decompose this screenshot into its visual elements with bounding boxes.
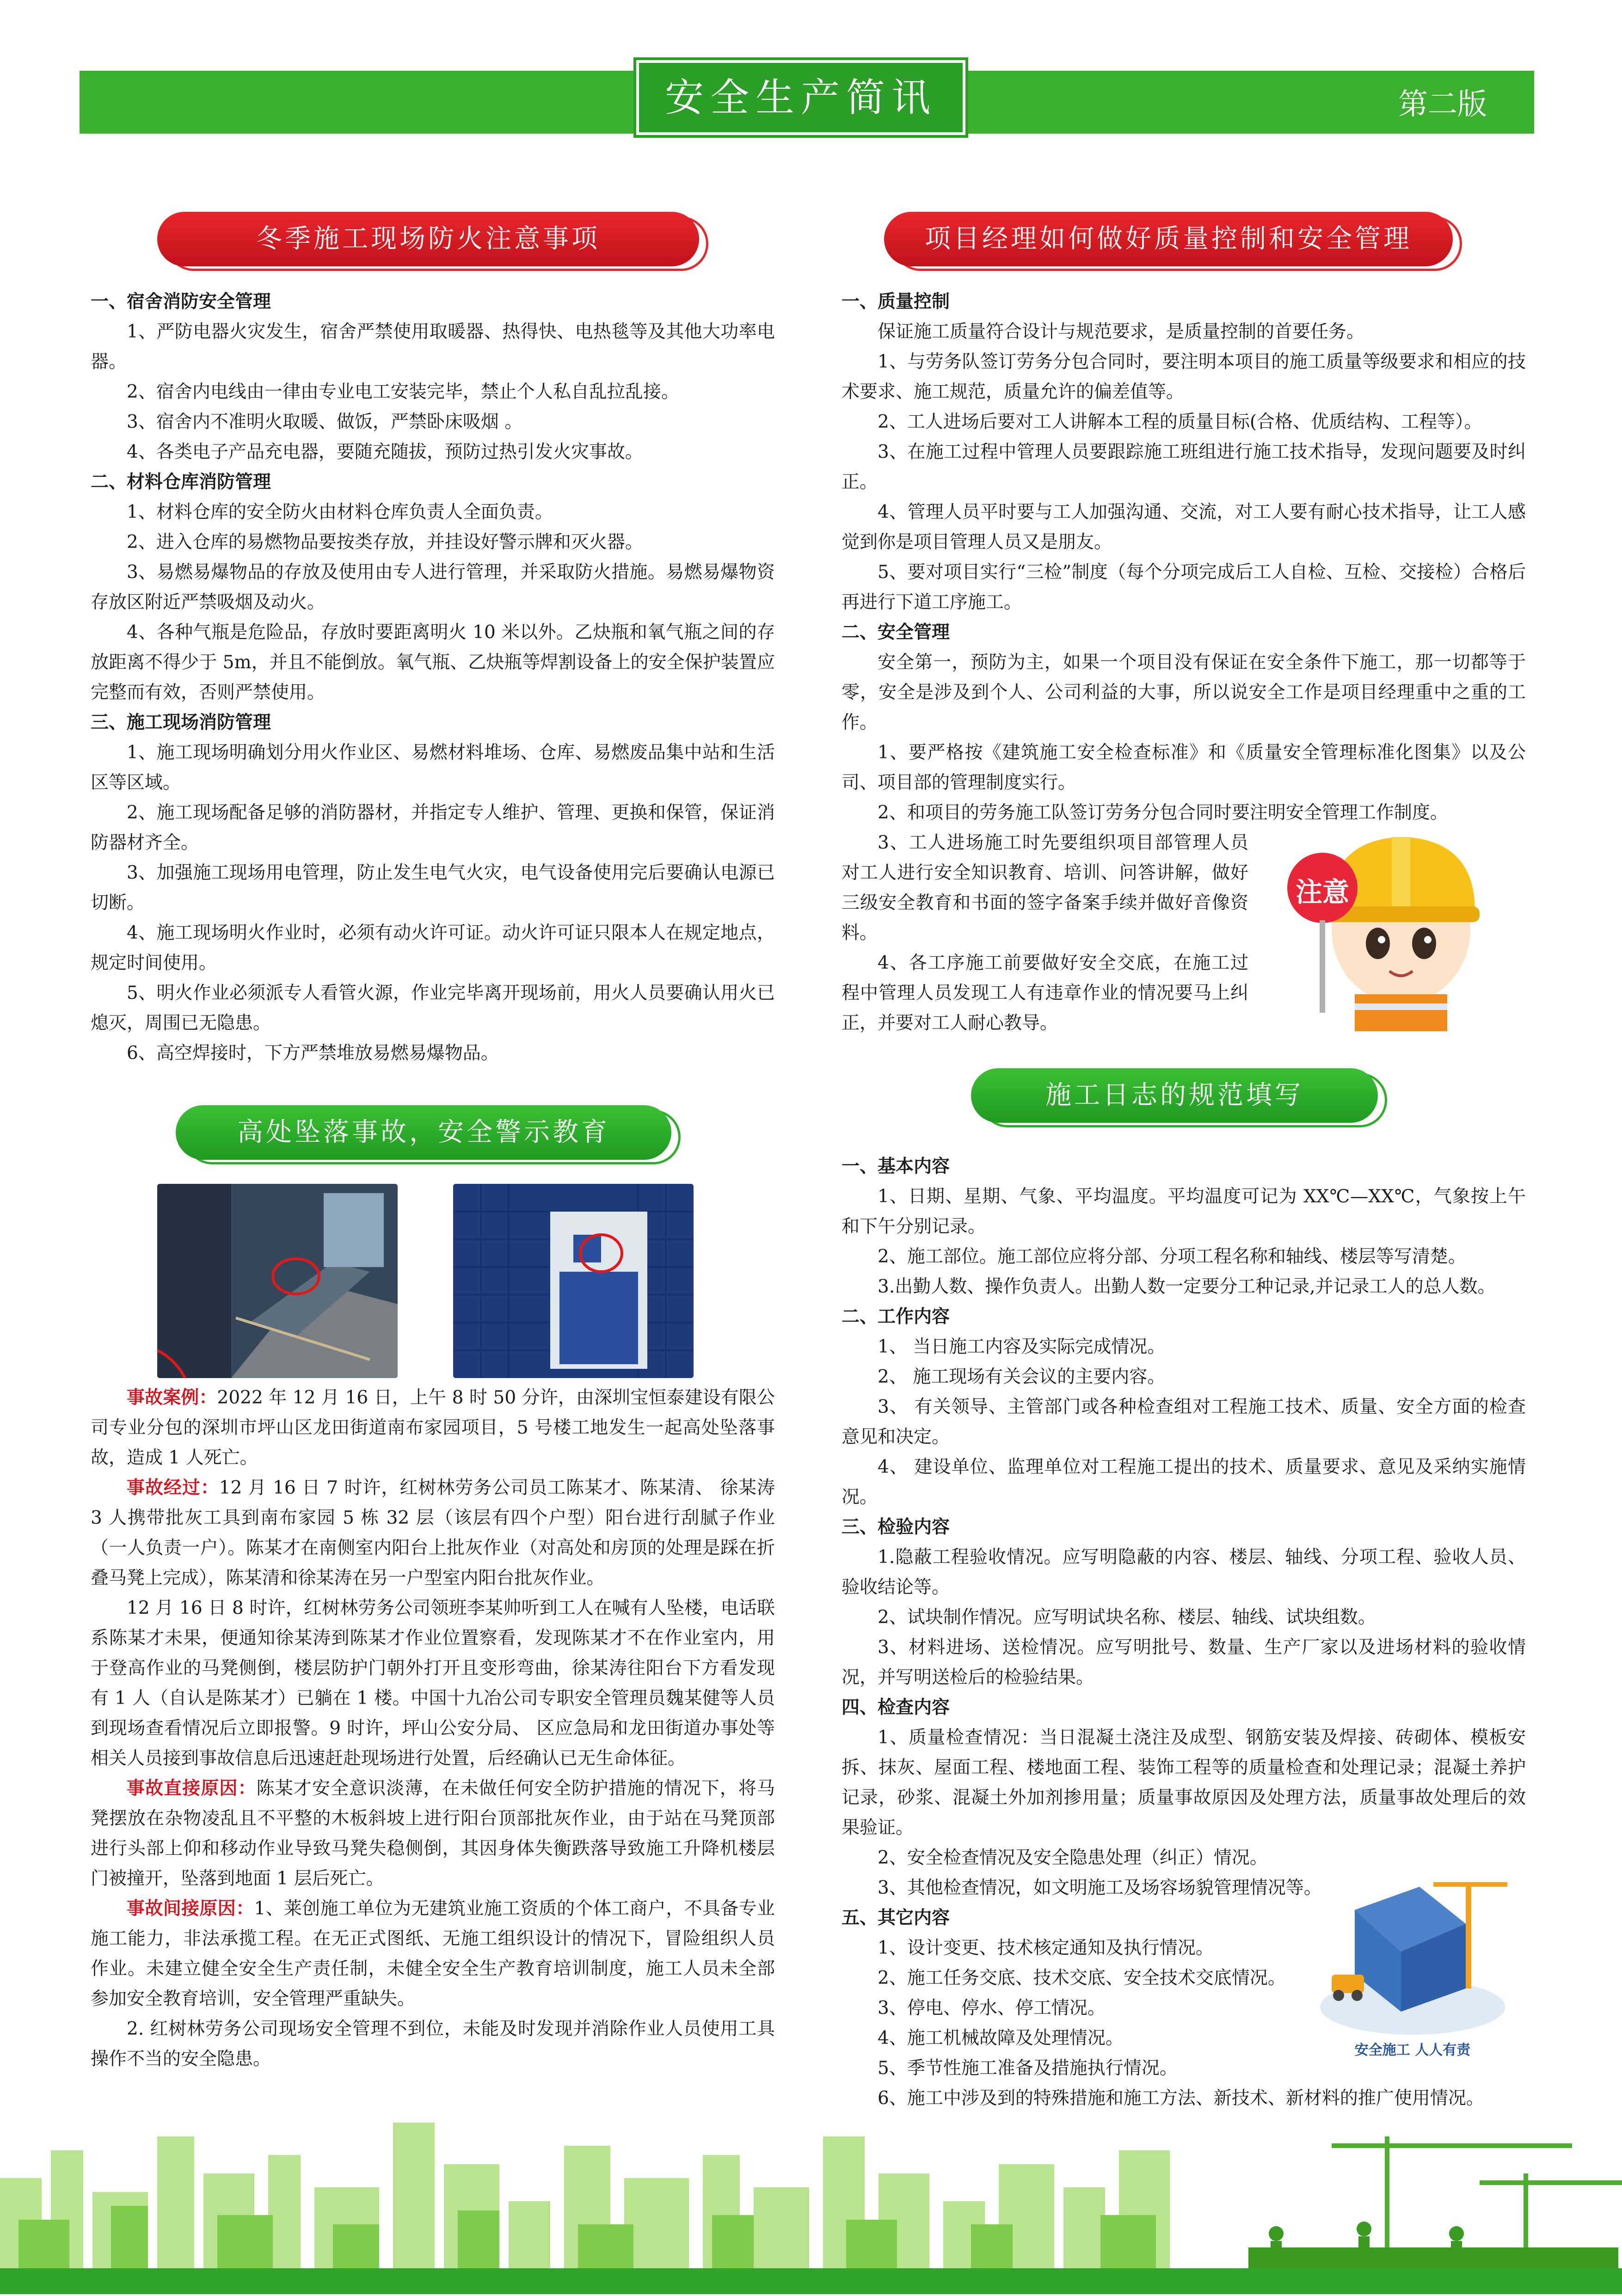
section-title-fire: 冬季施工现场防火注意事项 [157,212,699,266]
paragraph: 1、与劳务队签订劳务分包合同时，要注明本项目的施工质量等级要求和相应的技术要求、施工规范，质量允许的偏差值等。 [842,351,1526,402]
accident-label: 事故案例： [127,1387,217,1408]
accident-photo-2 [453,1184,694,1378]
paragraph: 4、施工机械故障及处理情况。 [878,2028,1124,2049]
accident-text: 1、莱创施工单位为无建筑业施工资质的个体工商户，不具备专业施工能力，非法承揽工程。在无正式图纸、无施工组织设计的情况下，冒险组织人员作业。未建立健全安全生产责任制，未健全安全生产教育培训制度，施工人员未全部参加安全教育培训，安全管理严重缺失。 [91,1898,775,2009]
illustration-caption: 安全施工 人人有责 [1354,2042,1471,2058]
paragraph: 1、材料仓库的安全防火由材料仓库负责人全面负责。 [127,502,553,523]
accident-paragraph [91,1383,775,1473]
subheading: 五、其它内容 [842,1907,950,1928]
paragraph: 6、高空焊接时，下方严禁堆放易燃易爆物品。 [127,1043,499,1064]
paragraph: 1、设计变更、技术核定通知及执行情况。 [878,1938,1214,1958]
paragraph: 1、要严格按《建筑施工安全检查标准》和《质量安全管理标准化图集》以及公司、项目部的管理制度实行。 [842,742,1526,793]
paragraph: 2、工人进场后要对工人讲解本工程的质量目标(合格、优质结构、工程等）。 [878,412,1482,432]
paragraph: 2、施工任务交底、技术交底、安全技术交底情况。 [878,1968,1286,1988]
page-title: 安全生产简讯 [664,75,937,120]
paragraph: 2、试块制作情况。应写明试块名称、楼层、轴线、试块组数。 [878,1607,1376,1628]
construction-illustration [1313,1854,1512,2058]
paragraph: 4、各工序施工前要做好安全交底，在施工过程中管理人员发现工人有违章作业的情况要马上纠正，并要对工人耐心教导。 [842,953,1248,1034]
paragraph: 5、季节性施工准备及措施执行情况。 [878,2058,1178,2079]
subheading: 三、检验内容 [842,1516,950,1538]
accident-paragraph [91,1894,775,2014]
section-title-pm: 项目经理如何做好质量控制和安全管理 [884,212,1453,266]
paragraph: 3、其他检查情况，如文明施工及场容场貌管理情况等。 [878,1877,1322,1898]
subheading: 四、检查内容 [842,1697,950,1718]
subheading: 二、材料仓库消防管理 [91,471,271,492]
accident-text: 陈某才安全意识淡薄，在未做任何安全防护措施的情况下，将马凳摆放在杂物凌乱且不平整的木板斜坡上进行阳台顶部批灰作业，由于站在马凳顶部进行头部上仰和移动作业导致马凳失稳侧倒，其因身体失衡跌落导致施工升降机楼层门被撞开，坠落到地面 1 层后死亡。 [91,1778,775,1889]
safety-worker-illustration [1285,819,1503,1031]
paragraph: 3、宿舍内不准明火取暖、做饭，严禁卧床吸烟 。 [127,412,523,432]
accident-label: 事故经过： [127,1477,219,1498]
paragraph: 1、日期、星期、气象、平均温度。平均温度可记为 XX℃—XX℃，气象按上午和下午分别记录。 [842,1186,1526,1237]
paragraph: 4、各种气瓶是危险品，存放时要距离明火 10 米以外。乙炔瓶和氧气瓶之间的存放距离不得少于 5m，并且不能倒放。氧气瓶、乙炔瓶等焊割设备上的安全保护装置应完整而有效，否则严禁使用。 [91,622,775,703]
paragraph: 保证施工质量符合设计与规范要求，是质量控制的首要任务。 [878,321,1365,342]
accident-label: 事故直接原因： [127,1778,257,1799]
paragraph: 2、 施工现场有关会议的主要内容。 [878,1367,1166,1387]
section-title-log-wrap [971,1068,1378,1123]
paragraph: 1、严防电器火灾发生，宿舍严禁使用取暖器、热得快、电热毯等及其他大功率电器。 [91,321,775,372]
section-title-fall-wrap [176,1105,671,1160]
paragraph: 安全第一，预防为主，如果一个项目没有保证在安全条件下施工，那一切都等于零，安全是涉及到个人、公司利益的大事，所以说安全工作是项目经理重中之重的工作。 [842,652,1526,733]
accident-paragraph [91,1473,775,1593]
paragraph: 3、 有关领导、主管部门或各种检查组对工程施工技术、质量、安全方面的检查意见和决定。 [842,1397,1526,1447]
accident-paragraph [91,1773,775,1894]
accident-paragraph [91,2014,775,2074]
accident-text: 2022 年 12 月 16 日，上午 8 时 50 分许，由深圳宝恒泰建设有限公司专业分包的深圳市坪山区龙田街道南布家园项目，5 号楼工地发生一起高处坠落事故，造成 1 人死亡。 [91,1387,775,1468]
paragraph: 3、工人进场施工时先要组织项目部管理人员对工人进行安全知识教育、培训、问答讲解，做好三级安全教育和书面的签字备案手续并做好音像资料。 [842,832,1248,943]
accident-paragraph [91,1593,775,1773]
paragraph: 5、明火作业必须派专人看管火源，作业完毕离开现场前，用火人员要确认用火已熄灭，周围已无隐患。 [91,983,775,1034]
accident-text: 2. 红树林劳务公司现场安全管理不到位，未能及时发现并消除作业人员使用工具操作不当的安全隐患。 [91,2019,775,2069]
paragraph: 2、安全检查情况及安全隐患处理（纠正）情况。 [878,1847,1268,1868]
caution-sign: 注意 [1295,876,1349,908]
paragraph: 4、各类电子产品充电器，要随充随拔，预防过热引发火灾事故。 [127,442,643,462]
accident-text: 12 月 16 日 7 时许，红树林劳务公司员工陈某才、陈某清、 徐某涛 3 人携带批灰工具到南布家园 5 栋 32 层（该层有四个户型）阳台进行刮腻子作业（一人负责一户）。陈某才在南侧室内阳台上批灰作业（对高处和房顶的处理是踩在折叠马凳上完成），陈某清和徐某涛在另一户型室内阳台批灰作业。 [91,1477,775,1588]
paragraph: 3、停电、停水、停工情况。 [878,1998,1106,2019]
section-title-log: 施工日志的规范填写 [971,1068,1378,1123]
paragraph: 2、和项目的劳务施工队签订劳务分包合同时要注明安全管理工作制度。 [878,802,1448,823]
paragraph: 3.出勤人数、操作负责人。出勤人数一定要分工种记录,并记录工人的总人数。 [878,1276,1496,1297]
paragraph: 2、施工现场配备足够的消防器材，并指定专人维护、管理、更换和保管，保证消防器材齐全。 [91,802,775,853]
paragraph: 4、施工现场明火作业时，必须有动火许可证。动火许可证只限本人在规定地点，规定时间使用。 [91,923,775,973]
paragraph: 5、要对项目实行“三检”制度（每个分项完成后工人自检、互检、交接检）合格后再进行下道工序施工。 [842,562,1526,613]
pm-column [842,287,1526,828]
accident-label: 事故间接原因： [127,1898,254,1919]
paragraph: 2、宿舍内电线由一律由专业电工安装完毕，禁止个人私自乱拉乱接。 [127,382,679,402]
subheading: 一、宿舍消防安全管理 [91,291,271,312]
paragraph: 2、施工部位。施工部位应将分部、分项工程名称和轴线、楼层等写清楚。 [878,1246,1466,1267]
paragraph: 3、加强施工现场用电管理，防止发生电气火灾，电气设备使用完后要确认电源已切断。 [91,862,775,913]
accident-photo-1 [157,1184,398,1378]
section-title-fire-wrap [157,212,699,266]
edition-label: 第二版 [1398,87,1487,122]
accident-text: 12 月 16 日 8 时许，红树林劳务公司领班李某帅听到工人在喊有人坠楼，电话联系陈某才未果，便通知徐某涛到陈某才作业位置察看，发现陈某才不在作业室内，用于登高作业的马凳侧倒，楼层防护门朝外打开且变形弯曲，徐某涛往阳台下方看发现有 1 人（自认是陈某才）已躺在 1 楼。中国十九冶公司专职安全管理员魏某健等人员到现场查看情况后立即报警。9 时许，坪山公安分局、 区应急局和龙田街道办事处等相关人员接到事故信息后迅速赶赴现场进行处置，后经确认已无生命体征。 [91,1598,775,1769]
paragraph: 3、易燃易爆物品的存放及使用由专人进行管理，并采取防火措施。易燃易爆物资存放区附近严禁吸烟及动火。 [91,562,775,613]
paragraph: 1、质量检查情况：当日混凝土浇注及成型、钢筋安装及焊接、砖砌体、模板安拆、抹灰、屋面工程、楼地面工程、装饰工程等的质量检查和处理记录；混凝土养护记录，砂浆、混凝土外加剂掺用量；质量事故原因及处理方法，质量事故处理后的效果验证。 [842,1727,1526,1838]
paragraph: 3、材料进场、送检情况。应写明批号、数量、生产厂家以及进场材料的验收情况，并写明送检后的检验结果。 [842,1637,1526,1688]
paragraph: 4、管理人员平时要与工人加强沟通、交流，对工人要有耐心技术指导，让工人感觉到你是项目管理人员又是朋友。 [842,502,1526,553]
paragraph: 4、 建设单位、监理单位对工程施工提出的技术、质量要求、意见及采纳实施情况。 [842,1457,1526,1508]
paragraph: 2、进入仓库的易燃物品要按类存放，并挂设好警示牌和灭火器。 [127,532,643,553]
paragraph: 1、施工现场明确划分用火作业区、易燃材料堆场、仓库、易燃废品集中站和生活区等区域。 [91,742,775,793]
subheading: 一、基本内容 [842,1156,950,1177]
fall-column [91,1383,775,2074]
section-title-pm-wrap [884,212,1453,266]
paragraph: 1.隐蔽工程验收情况。应写明隐蔽的内容、楼层、轴线、分项工程、验收人员、验收结论等。 [842,1547,1526,1598]
paragraph: 3、在施工过程中管理人员要跟踪施工班组进行施工技术指导，发现问题要及时纠正。 [842,442,1526,492]
paragraph: 1、 当日施工内容及实际完成情况。 [878,1336,1166,1357]
header-band-left [80,71,653,134]
subheading: 二、工作内容 [842,1306,950,1327]
section-title-fall: 高处坠落事故，安全警示教育 [176,1105,671,1160]
subheading: 三、施工现场消防管理 [91,712,271,733]
subheading: 一、质量控制 [842,291,950,312]
city-skyline-footer [0,2109,1622,2294]
fire-column [91,287,775,1068]
paragraph: 6、施工中涉及到的特殊措施和施工方法、新技术、新材料的推广使用情况。 [878,2088,1484,2109]
subheading: 二、安全管理 [842,622,950,643]
pm-narrow-column [842,828,1248,1038]
